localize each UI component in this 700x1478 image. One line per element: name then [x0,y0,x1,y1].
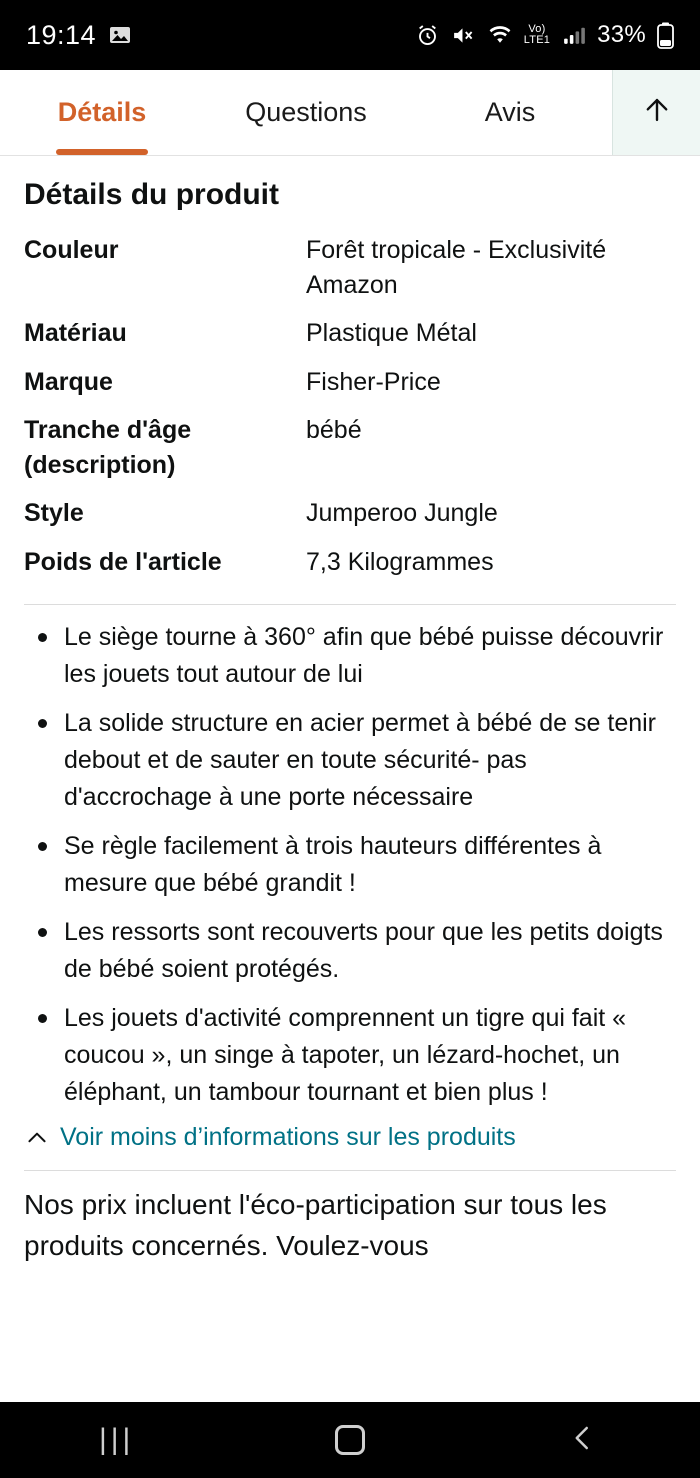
product-details-content[interactable] [0,156,700,1402]
detail-key: Tranche d'âge (description) [24,416,192,479]
see-less-info-link[interactable] [24,1123,676,1152]
see-less-info-label: Voir moins d’informations sur les produits [60,1123,516,1151]
detail-value: Plastique Métal [306,319,477,347]
chevron-up-icon [24,1125,50,1151]
status-bar-right [415,21,674,49]
detail-key: Matériau [24,319,127,347]
tab-details-label: Détails [57,97,147,127]
status-bar [0,0,700,70]
status-time: 19:14 [26,19,97,50]
detail-value: Jumperoo Jungle [306,499,498,527]
tab-questions-label: Questions [245,97,367,127]
home-button[interactable] [295,1425,405,1455]
divider [24,604,676,605]
tab-reviews-label: Avis [484,97,536,127]
wifi-icon [487,22,513,48]
list-item: Le siège tourne à 360° afin que bébé puisse découvrir les jouets tout autour de lui [30,619,676,693]
system-navigation-bar [0,1402,700,1478]
detail-key: Couleur [24,236,119,264]
status-bar-left [26,20,132,51]
battery-icon [657,22,674,49]
page-title: Détails du produit [24,178,279,211]
back-button[interactable] [528,1423,638,1458]
table-row [24,226,676,309]
battery-percent: 33% [597,21,646,48]
tab-reviews[interactable] [408,70,612,155]
image-icon [108,23,132,47]
detail-value: Forêt tropicale - Exclusivité Amazon [306,236,607,299]
arrow-up-icon [640,93,674,132]
detail-value: 7,3 Kilogrammes [306,547,494,576]
list-item: Se règle facilement à trois hauteurs différentes à mesure que bébé grandit ! [30,828,676,902]
table-row [24,358,676,407]
scroll-to-top-button[interactable] [612,70,700,155]
list-item: La solide structure en acier permet à bébé de se tenir debout et de sauter en toute sécurité- pas d'accrochage à une porte nécessaire [30,705,676,816]
detail-key: Style [24,499,84,527]
recents-icon: ||| [98,1423,135,1456]
tab-details[interactable] [0,70,204,155]
tab-list [0,70,612,155]
volte-icon: Vo) LTE1 [523,23,551,46]
alarm-icon [415,23,440,48]
table-row [24,406,676,489]
home-icon [335,1425,365,1455]
table-row [24,309,676,358]
detail-key: Marque [24,367,113,396]
signal-icon [561,23,586,48]
detail-value: bébé [306,416,362,444]
feature-bullet-list [30,619,676,1111]
recents-button[interactable] [62,1423,172,1457]
tab-questions[interactable] [204,70,408,155]
back-icon [568,1423,598,1458]
list-item: Les ressorts sont recouverts pour que les petits doigts de bébé soient protégés. [30,914,676,988]
eco-participation-note: Nos prix incluent l'éco-participation sur tous les produits concernés. Voulez-vous [24,1189,607,1261]
divider [24,1170,676,1171]
table-row [24,538,676,587]
tab-bar [0,70,700,156]
product-details-table [24,226,676,586]
table-row [24,489,676,538]
list-item: Les jouets d'activité comprennent un tigre qui fait « coucou », un singe à tapoter, un lézard-hochet, un éléphant, un tambour tournant et bien plus ! [30,1000,676,1111]
mute-icon [451,23,476,48]
detail-key: Poids de l'article [24,547,222,576]
detail-value: Fisher-Price [306,367,441,396]
